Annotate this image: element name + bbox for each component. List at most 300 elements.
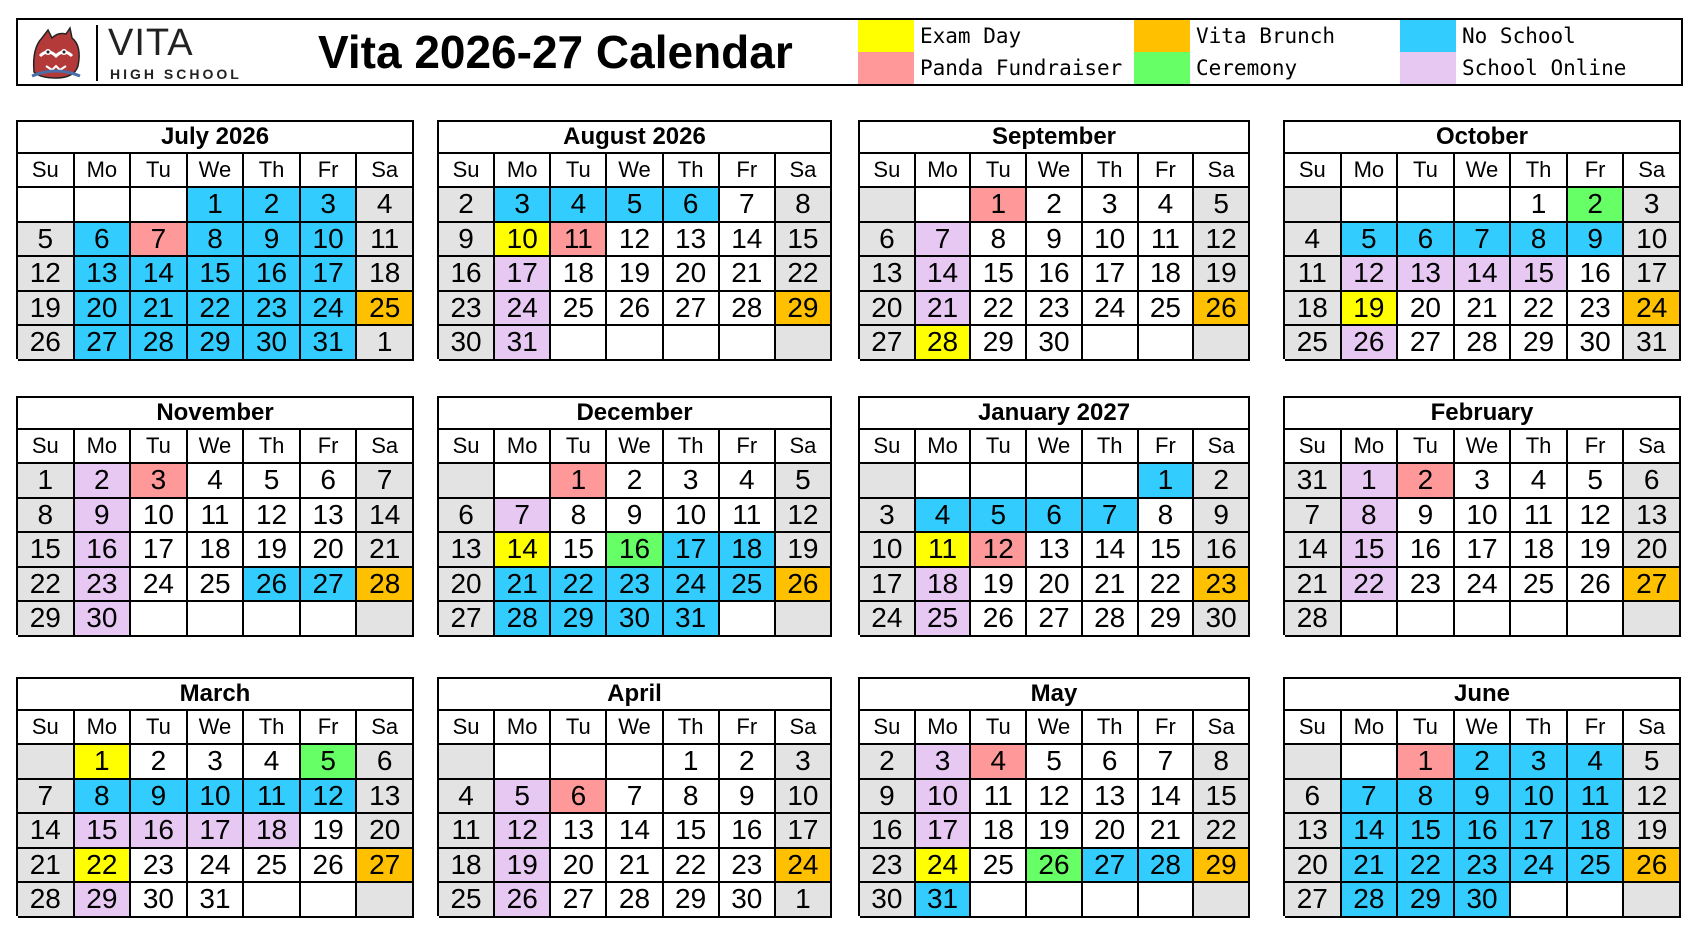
- day-cell: 3: [301, 188, 358, 223]
- month-0: [16, 120, 414, 361]
- day-cell: 23: [439, 292, 495, 327]
- day-cell: 30: [1194, 602, 1250, 637]
- day-cell: 15: [1398, 814, 1455, 849]
- day-cell: 8: [188, 223, 245, 258]
- weekday-header: Mo: [1342, 430, 1399, 464]
- day-cell: 23: [131, 849, 188, 884]
- school-brand: VITA: [108, 22, 194, 64]
- day-cell: 18: [357, 257, 414, 292]
- weekday-header: Th: [244, 430, 301, 464]
- month-title: February: [1283, 396, 1681, 430]
- day-cell: 24: [1511, 849, 1568, 884]
- day-cell: 5: [607, 188, 663, 223]
- month-title: April: [437, 677, 832, 711]
- weekday-header: Mo: [75, 711, 132, 745]
- day-cell: 11: [188, 499, 245, 534]
- day-cell: 15: [776, 223, 832, 258]
- day-cell: 15: [664, 814, 720, 849]
- weekday-header: Tu: [1398, 154, 1455, 188]
- weekday-header: We: [188, 711, 245, 745]
- day-cell: 16: [75, 533, 132, 568]
- day-cell: 14: [1285, 533, 1342, 568]
- day-cell: 29: [1194, 849, 1250, 884]
- day-cell: 16: [131, 814, 188, 849]
- weekday-header: Tu: [131, 711, 188, 745]
- month-grid: [437, 152, 832, 359]
- day-cell: 29: [664, 883, 720, 918]
- day-cell: 28: [131, 326, 188, 361]
- day-cell: 15: [188, 257, 245, 292]
- day-cell: 28: [1342, 883, 1399, 918]
- day-cell: 8: [1194, 745, 1250, 780]
- day-cell: 9: [860, 780, 916, 815]
- day-cell: 4: [916, 499, 972, 534]
- day-cell: 3: [916, 745, 972, 780]
- day-cell: 18: [188, 533, 245, 568]
- day-cell: [1139, 326, 1195, 361]
- day-cell: 6: [1624, 464, 1681, 499]
- month-grid: [858, 428, 1250, 635]
- day-cell: 14: [131, 257, 188, 292]
- day-cell: [357, 883, 414, 918]
- day-cell: 10: [916, 780, 972, 815]
- day-cell: 20: [1083, 814, 1139, 849]
- day-cell: [1285, 745, 1342, 780]
- day-cell: 16: [244, 257, 301, 292]
- month-grid: [16, 428, 414, 635]
- weekday-header: We: [188, 154, 245, 188]
- month-9: [437, 677, 832, 918]
- weekday-header: Th: [1511, 711, 1568, 745]
- day-cell: 10: [664, 499, 720, 534]
- day-cell: 27: [664, 292, 720, 327]
- day-cell: 19: [244, 533, 301, 568]
- month-grid: [1283, 428, 1681, 635]
- day-cell: 11: [357, 223, 414, 258]
- legend-label-brunch: Vita Brunch: [1196, 24, 1336, 48]
- day-cell: 25: [244, 849, 301, 884]
- day-cell: [439, 745, 495, 780]
- day-cell: 2: [1027, 188, 1083, 223]
- day-cell: 13: [75, 257, 132, 292]
- day-cell: [439, 464, 495, 499]
- day-cell: [1568, 602, 1625, 637]
- day-cell: [1342, 188, 1399, 223]
- day-cell: 7: [916, 223, 972, 258]
- day-cell: 29: [971, 326, 1027, 361]
- day-cell: 8: [1139, 499, 1195, 534]
- weekday-header: Sa: [1194, 154, 1250, 188]
- day-cell: 6: [1285, 780, 1342, 815]
- day-cell: 24: [301, 292, 358, 327]
- day-cell: 8: [18, 499, 75, 534]
- day-cell: 21: [1455, 292, 1512, 327]
- day-cell: 14: [495, 533, 551, 568]
- day-cell: [1624, 602, 1681, 637]
- day-cell: 19: [1342, 292, 1399, 327]
- day-cell: 21: [1285, 568, 1342, 603]
- day-cell: 21: [720, 257, 776, 292]
- day-cell: 11: [971, 780, 1027, 815]
- day-cell: 23: [607, 568, 663, 603]
- day-cell: 18: [1568, 814, 1625, 849]
- day-cell: 10: [776, 780, 832, 815]
- weekday-header: Th: [1083, 154, 1139, 188]
- day-cell: 28: [1285, 602, 1342, 637]
- day-cell: 14: [607, 814, 663, 849]
- day-cell: 23: [1194, 568, 1250, 603]
- day-cell: 29: [18, 602, 75, 637]
- day-cell: 1: [75, 745, 132, 780]
- school-brand-subtitle: HIGH SCHOOL: [110, 66, 242, 82]
- day-cell: 5: [18, 223, 75, 258]
- day-cell: 23: [860, 849, 916, 884]
- day-cell: 18: [971, 814, 1027, 849]
- day-cell: 2: [1568, 188, 1625, 223]
- day-cell: 18: [1511, 533, 1568, 568]
- day-cell: 25: [551, 292, 607, 327]
- day-cell: 6: [439, 499, 495, 534]
- day-cell: 26: [495, 883, 551, 918]
- weekday-header: Mo: [916, 711, 972, 745]
- day-cell: 29: [188, 326, 245, 361]
- day-cell: [551, 326, 607, 361]
- day-cell: [860, 464, 916, 499]
- day-cell: 30: [607, 602, 663, 637]
- weekday-header: Sa: [776, 711, 832, 745]
- weekday-header: Sa: [357, 711, 414, 745]
- day-cell: 6: [664, 188, 720, 223]
- day-cell: [1342, 602, 1399, 637]
- day-cell: 15: [75, 814, 132, 849]
- weekday-header: Fr: [1568, 430, 1625, 464]
- day-cell: [301, 602, 358, 637]
- day-cell: 7: [1083, 499, 1139, 534]
- day-cell: 22: [664, 849, 720, 884]
- day-cell: 3: [664, 464, 720, 499]
- day-cell: 14: [18, 814, 75, 849]
- day-cell: [188, 602, 245, 637]
- day-cell: 4: [971, 745, 1027, 780]
- weekday-header: Fr: [1139, 154, 1195, 188]
- day-cell: 2: [1455, 745, 1512, 780]
- weekday-header: Mo: [1342, 711, 1399, 745]
- day-cell: 5: [1027, 745, 1083, 780]
- day-cell: 14: [1083, 533, 1139, 568]
- day-cell: 28: [357, 568, 414, 603]
- day-cell: 13: [1083, 780, 1139, 815]
- day-cell: 17: [1455, 533, 1512, 568]
- weekday-header: Su: [1285, 154, 1342, 188]
- day-cell: [1511, 602, 1568, 637]
- day-cell: [131, 602, 188, 637]
- day-cell: 19: [1568, 533, 1625, 568]
- day-cell: 24: [776, 849, 832, 884]
- day-cell: 19: [1624, 814, 1681, 849]
- weekday-header: Su: [18, 154, 75, 188]
- day-cell: 1: [1511, 188, 1568, 223]
- day-cell: 26: [776, 568, 832, 603]
- day-cell: 12: [18, 257, 75, 292]
- day-cell: 17: [495, 257, 551, 292]
- legend-swatch-fundraiser: [858, 52, 914, 84]
- day-cell: 18: [916, 568, 972, 603]
- day-cell: [776, 326, 832, 361]
- day-cell: 28: [1139, 849, 1195, 884]
- day-cell: 13: [439, 533, 495, 568]
- legend-swatch-brunch: [1134, 20, 1190, 52]
- day-cell: 10: [131, 499, 188, 534]
- day-cell: 27: [1398, 326, 1455, 361]
- day-cell: 3: [1455, 464, 1512, 499]
- day-cell: 3: [776, 745, 832, 780]
- day-cell: 31: [1624, 326, 1681, 361]
- day-cell: 21: [131, 292, 188, 327]
- day-cell: 11: [551, 223, 607, 258]
- day-cell: [18, 745, 75, 780]
- month-8: [16, 677, 414, 918]
- day-cell: 26: [1194, 292, 1250, 327]
- day-cell: 6: [860, 223, 916, 258]
- legend-label-noschool: No School: [1462, 24, 1576, 48]
- day-cell: 19: [971, 568, 1027, 603]
- month-3: [1283, 120, 1681, 361]
- day-cell: 18: [244, 814, 301, 849]
- day-cell: [1342, 745, 1399, 780]
- day-cell: 10: [1624, 223, 1681, 258]
- weekday-header: Th: [244, 154, 301, 188]
- day-cell: 5: [1568, 464, 1625, 499]
- day-cell: 1: [1398, 745, 1455, 780]
- day-cell: 29: [75, 883, 132, 918]
- day-cell: 9: [607, 499, 663, 534]
- day-cell: 23: [1455, 849, 1512, 884]
- day-cell: 9: [244, 223, 301, 258]
- day-cell: [1398, 188, 1455, 223]
- day-cell: 25: [1511, 568, 1568, 603]
- day-cell: 12: [495, 814, 551, 849]
- weekday-header: We: [607, 711, 663, 745]
- day-cell: 2: [607, 464, 663, 499]
- weekday-header: Sa: [1624, 711, 1681, 745]
- day-cell: 1: [188, 188, 245, 223]
- day-cell: [720, 326, 776, 361]
- day-cell: 24: [1624, 292, 1681, 327]
- weekday-header: Su: [860, 711, 916, 745]
- day-cell: 30: [244, 326, 301, 361]
- day-cell: 22: [18, 568, 75, 603]
- day-cell: 10: [860, 533, 916, 568]
- month-grid: [437, 709, 832, 916]
- month-10: [858, 677, 1250, 918]
- day-cell: 7: [607, 780, 663, 815]
- day-cell: [664, 326, 720, 361]
- day-cell: 13: [357, 780, 414, 815]
- day-cell: 31: [301, 326, 358, 361]
- day-cell: 4: [551, 188, 607, 223]
- weekday-header: Fr: [1568, 711, 1625, 745]
- day-cell: 6: [301, 464, 358, 499]
- day-cell: 27: [357, 849, 414, 884]
- weekday-header: Sa: [1624, 430, 1681, 464]
- month-grid: [16, 709, 414, 916]
- legend-swatch-online: [1400, 52, 1456, 84]
- day-cell: [1624, 883, 1681, 918]
- weekday-header: Su: [18, 711, 75, 745]
- day-cell: 25: [357, 292, 414, 327]
- weekday-header: We: [1455, 430, 1512, 464]
- day-cell: 14: [1342, 814, 1399, 849]
- day-cell: 22: [188, 292, 245, 327]
- day-cell: 8: [1398, 780, 1455, 815]
- month-title: May: [858, 677, 1250, 711]
- day-cell: 5: [971, 499, 1027, 534]
- month-5: [437, 396, 832, 637]
- day-cell: 17: [776, 814, 832, 849]
- day-cell: 14: [916, 257, 972, 292]
- day-cell: 31: [916, 883, 972, 918]
- day-cell: 12: [301, 780, 358, 815]
- weekday-header: Su: [439, 430, 495, 464]
- day-cell: 4: [1568, 745, 1625, 780]
- day-cell: 4: [357, 188, 414, 223]
- weekday-header: Th: [664, 711, 720, 745]
- day-cell: 24: [664, 568, 720, 603]
- weekday-header: We: [188, 430, 245, 464]
- weekday-header: Mo: [75, 430, 132, 464]
- day-cell: 16: [860, 814, 916, 849]
- day-cell: 20: [1027, 568, 1083, 603]
- day-cell: 26: [607, 292, 663, 327]
- day-cell: 21: [916, 292, 972, 327]
- day-cell: [971, 464, 1027, 499]
- weekday-header: Th: [664, 430, 720, 464]
- day-cell: 21: [18, 849, 75, 884]
- day-cell: 12: [776, 499, 832, 534]
- day-cell: [1568, 883, 1625, 918]
- month-grid: [1283, 152, 1681, 359]
- day-cell: 31: [664, 602, 720, 637]
- day-cell: 6: [75, 223, 132, 258]
- day-cell: 9: [1568, 223, 1625, 258]
- day-cell: 27: [1027, 602, 1083, 637]
- weekday-header: We: [1455, 154, 1512, 188]
- day-cell: 8: [1511, 223, 1568, 258]
- month-title: October: [1283, 120, 1681, 154]
- day-cell: 26: [971, 602, 1027, 637]
- month-title: January 2027: [858, 396, 1250, 430]
- day-cell: 3: [860, 499, 916, 534]
- day-cell: 9: [1455, 780, 1512, 815]
- day-cell: 20: [1285, 849, 1342, 884]
- day-cell: 9: [1194, 499, 1250, 534]
- day-cell: 10: [495, 223, 551, 258]
- day-cell: 10: [301, 223, 358, 258]
- legend-swatch-exam: [858, 20, 914, 52]
- legend-label-online: School Online: [1462, 56, 1627, 80]
- day-cell: [1083, 326, 1139, 361]
- day-cell: 5: [776, 464, 832, 499]
- day-cell: [75, 188, 132, 223]
- weekday-header: Fr: [720, 711, 776, 745]
- legend-label-ceremony: Ceremony: [1196, 56, 1298, 80]
- weekday-header: Su: [1285, 711, 1342, 745]
- day-cell: 28: [916, 326, 972, 361]
- day-cell: 15: [971, 257, 1027, 292]
- day-cell: [1027, 883, 1083, 918]
- weekday-header: Fr: [720, 430, 776, 464]
- day-cell: 13: [664, 223, 720, 258]
- day-cell: 1: [1139, 464, 1195, 499]
- day-cell: 12: [1568, 499, 1625, 534]
- month-grid: [858, 709, 1250, 916]
- day-cell: 9: [75, 499, 132, 534]
- day-cell: 4: [1139, 188, 1195, 223]
- day-cell: 13: [1285, 814, 1342, 849]
- weekday-header: Mo: [916, 430, 972, 464]
- day-cell: 7: [1455, 223, 1512, 258]
- day-cell: 25: [916, 602, 972, 637]
- day-cell: 23: [1027, 292, 1083, 327]
- day-cell: 9: [1398, 499, 1455, 534]
- day-cell: 21: [1342, 849, 1399, 884]
- day-cell: 25: [1139, 292, 1195, 327]
- day-cell: 30: [1568, 326, 1625, 361]
- weekday-header: We: [1027, 711, 1083, 745]
- day-cell: 17: [131, 533, 188, 568]
- day-cell: 11: [916, 533, 972, 568]
- day-cell: 27: [551, 883, 607, 918]
- day-cell: 5: [301, 745, 358, 780]
- day-cell: 8: [664, 780, 720, 815]
- day-cell: 28: [18, 883, 75, 918]
- day-cell: 29: [1398, 883, 1455, 918]
- day-cell: [1027, 464, 1083, 499]
- weekday-header: Su: [439, 711, 495, 745]
- day-cell: 31: [495, 326, 551, 361]
- day-cell: 3: [1624, 188, 1681, 223]
- day-cell: 7: [720, 188, 776, 223]
- day-cell: 21: [357, 533, 414, 568]
- month-1: [437, 120, 832, 361]
- day-cell: [244, 883, 301, 918]
- day-cell: 25: [439, 883, 495, 918]
- day-cell: 14: [720, 223, 776, 258]
- month-title: December: [437, 396, 832, 430]
- day-cell: 20: [357, 814, 414, 849]
- day-cell: [720, 602, 776, 637]
- day-cell: 21: [495, 568, 551, 603]
- day-cell: 1: [551, 464, 607, 499]
- day-cell: 24: [860, 602, 916, 637]
- day-cell: 20: [551, 849, 607, 884]
- weekday-header: We: [1027, 430, 1083, 464]
- day-cell: 9: [131, 780, 188, 815]
- weekday-header: Mo: [916, 154, 972, 188]
- day-cell: 21: [607, 849, 663, 884]
- day-cell: 2: [131, 745, 188, 780]
- day-cell: 2: [439, 188, 495, 223]
- day-cell: 9: [720, 780, 776, 815]
- day-cell: 4: [188, 464, 245, 499]
- day-cell: [1511, 883, 1568, 918]
- day-cell: 26: [1568, 568, 1625, 603]
- day-cell: 27: [1285, 883, 1342, 918]
- day-cell: [1398, 602, 1455, 637]
- day-cell: 21: [1083, 568, 1139, 603]
- day-cell: [495, 464, 551, 499]
- weekday-header: Sa: [776, 154, 832, 188]
